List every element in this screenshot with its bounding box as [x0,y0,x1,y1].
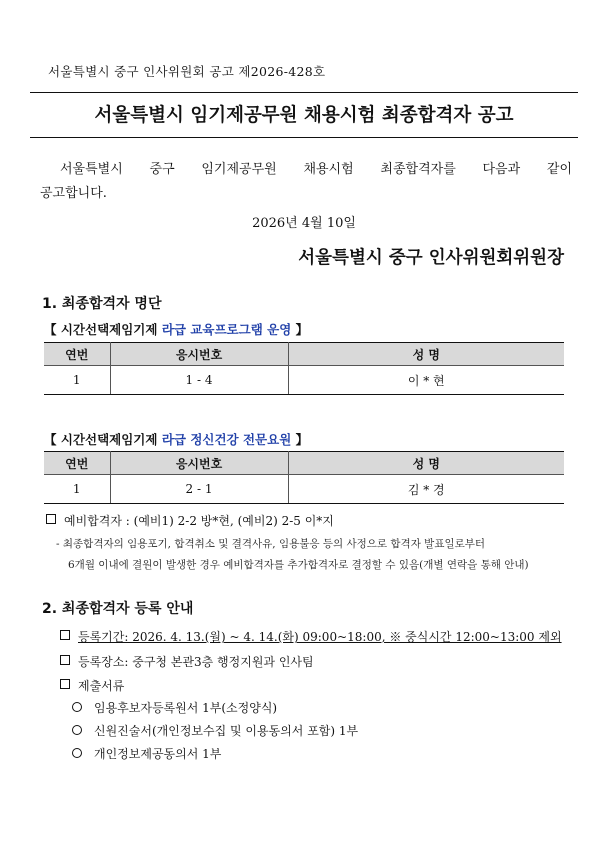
table2 [44,451,564,504]
note-line-1: - 최종합격자의 임용포기, 합격취소 및 결격사유, 임용불응 등의 사정으로 합격자 발표일로부터 [56,538,486,550]
doc-item [72,722,358,739]
circle-bullet-icon [72,725,82,735]
square-bullet-icon [60,630,70,640]
docs-heading: 제출서류 [78,679,125,693]
col-header-no: 연번 [44,452,110,475]
place-text: 등록장소: 중구청 본관3층 행정지원과 인사팀 [78,655,314,669]
notice-date: 2026년 4월 10일 [252,216,356,231]
col-header-name: 성 명 [288,452,564,475]
circle-bullet-icon [72,702,82,712]
intro-line-1: 서울특별시 중구 임기제공무원 채용시험 최종합격자를 다음과 같이 [60,162,572,177]
cell-exam-no: 2 - 1 [110,475,288,504]
table1-category-grade: 라급 교육프로그램 운영 [161,322,292,337]
cell-name: 김 * 경 [288,475,564,504]
doc-item [72,745,221,762]
title-top-rule [30,92,578,93]
reserve-line [46,512,334,529]
title-bottom-rule [30,137,578,138]
doc-item-text: 신원진술서(개인정보수집 및 이용동의서 포함) 1부 [94,724,359,738]
reserve-text: 예비합격자 : (예비1) 2-2 방*현, (예비2) 2-5 이*지 [64,514,334,528]
circle-bullet-icon [72,748,82,758]
col-header-name: 성 명 [288,343,564,366]
cell-no: 1 [44,475,110,504]
doc-item-text: 개인정보제공동의서 1부 [94,747,222,761]
table1-category-prefix: 【 시간선택제임기제 [44,322,162,337]
table2-category-prefix: 【 시간선택제임기제 [44,432,162,447]
intro-paragraph [40,158,572,206]
doc-item-text: 임용후보자등록원서 1부(소정양식) [94,701,278,715]
col-header-no: 연번 [44,343,110,366]
cell-name: 이 * 현 [288,366,564,395]
notice-number: 서울특별시 중구 인사위원회 공고 제2026-428호 [48,64,326,79]
table2-category [44,430,308,448]
period-line [60,628,562,645]
table-row [44,366,564,395]
col-header-exam-no: 응시번호 [110,343,288,366]
square-bullet-icon [60,655,70,665]
table-header-row [44,452,564,475]
intro-line-2: 공고합니다. [40,186,107,201]
square-bullet-icon [46,514,56,524]
table1-category [44,320,308,338]
docs-heading-line [60,677,124,694]
note-line-2: 6개월 이내에 결원이 발생한 경우 예비합격자를 추가합격자로 결정할 수 있음(개별 연락을 통해 안내) [68,559,529,571]
col-header-exam-no: 응시번호 [110,452,288,475]
table2-category-grade: 라급 정신건강 전문요원 [161,432,292,447]
doc-item [72,699,277,716]
place-line [60,653,314,670]
section2-heading: 2. 최종합격자 등록 안내 [42,601,194,617]
table-row [44,475,564,504]
cell-no: 1 [44,366,110,395]
period-text: 등록기간: 2026. 4. 13.(월) ~ 4. 14.(화) 09:00~18:00, ※ 중식시간 12:00~13:00 제외 [78,630,562,644]
table-header-row [44,343,564,366]
square-bullet-icon [60,679,70,689]
cell-exam-no: 1 - 4 [110,366,288,395]
section1-heading: 1. 최종합격자 명단 [42,296,162,312]
signer: 서울특별시 중구 인사위원회위원장 [298,248,564,268]
table1-category-suffix: 】 [291,322,309,337]
table2-category-suffix: 】 [291,432,309,447]
table1 [44,342,564,395]
page-title: 서울특별시 임기제공무원 채용시험 최종합격자 공고 [94,105,514,126]
